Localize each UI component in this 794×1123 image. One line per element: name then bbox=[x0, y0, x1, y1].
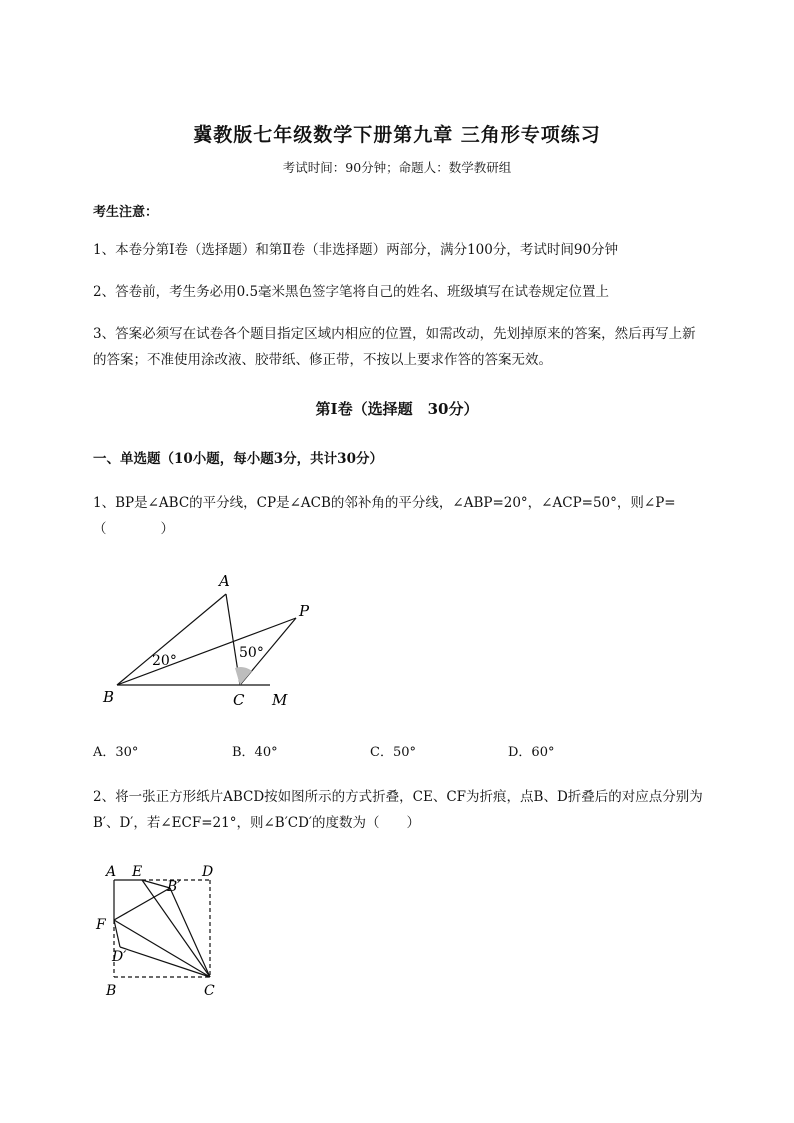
edge-fd1 bbox=[114, 920, 120, 947]
line-bp bbox=[117, 618, 296, 685]
label-a: A bbox=[219, 572, 230, 590]
label-c: C bbox=[204, 983, 215, 999]
angle-label-20: 20° bbox=[152, 653, 177, 669]
label-d: D bbox=[202, 864, 214, 880]
label-d-prime: D′ bbox=[112, 949, 127, 965]
label-a: A bbox=[106, 864, 117, 880]
label-b: B bbox=[106, 983, 117, 999]
option-a[interactable]: A．30° bbox=[93, 745, 139, 760]
label-c: C bbox=[233, 691, 245, 709]
question-2-figure bbox=[92, 855, 232, 1005]
notice-item-2: 2、答卷前，考生务必用0.5毫米黑色签字笔将自己的姓名、班级填写在试卷规定位置上 bbox=[93, 284, 610, 300]
option-b[interactable]: B．40° bbox=[232, 745, 278, 760]
angle-mark bbox=[235, 667, 252, 685]
line-ba bbox=[117, 594, 226, 685]
notice-item-3-continued: 的答案；不准使用涂改液、胶带纸、修正带，不按以上要求作答的答案无效。 bbox=[93, 352, 552, 368]
notice-heading: 考生注意： bbox=[93, 205, 159, 220]
label-e: E bbox=[132, 864, 143, 880]
section-title: 第I卷（选择题 30分） bbox=[315, 400, 479, 418]
edge-b1c bbox=[170, 888, 210, 977]
question-2-text-continued: B′、D′，若∠ECF=21°，则∠B′CD′的度数为（ ） bbox=[93, 815, 420, 831]
question-1-figure bbox=[95, 565, 335, 715]
edge-fb1 bbox=[114, 888, 170, 920]
notice-item-3: 3、答案必须写在试卷各个题目指定区域内相应的位置，如需改动，先划掉原来的答案，然后再写上新 bbox=[93, 326, 696, 342]
crease-cf bbox=[114, 920, 210, 977]
angle-label-50: 50° bbox=[239, 645, 264, 661]
label-p: P bbox=[299, 602, 310, 620]
option-d[interactable]: D．60° bbox=[508, 745, 555, 760]
edge-d1c bbox=[120, 947, 210, 977]
question-2-text: 2、将一张正方形纸片ABCD按如图所示的方式折叠，CE、CF为折痕，点B、D折叠后的对应点分别为 bbox=[93, 789, 703, 805]
question-1-text: 1、BP是∠ABC的平分线，CP是∠ACB的邻补角的平分线，∠ABP=20°，∠ACP=50°，则∠P= bbox=[93, 495, 676, 511]
notice-item-1: 1、本卷分第I卷（选择题）和第Ⅱ卷（非选择题）两部分，满分100分，考试时间90分钟 bbox=[93, 242, 619, 258]
exam-info: 考试时间：90分钟；命题人：数学教研组 bbox=[282, 160, 512, 175]
label-b: B bbox=[103, 688, 115, 706]
option-c[interactable]: C．50° bbox=[370, 745, 416, 760]
label-f: F bbox=[96, 917, 106, 933]
part-title: 一、单选题（10小题，每小题3分，共计30分） bbox=[93, 451, 383, 467]
label-m: M bbox=[272, 691, 288, 709]
label-b-prime: B′ bbox=[167, 879, 181, 895]
question-1-blank: （ ） bbox=[93, 521, 174, 537]
page-title: 冀教版七年级数学下册第九章 三角形专项练习 bbox=[193, 124, 601, 146]
